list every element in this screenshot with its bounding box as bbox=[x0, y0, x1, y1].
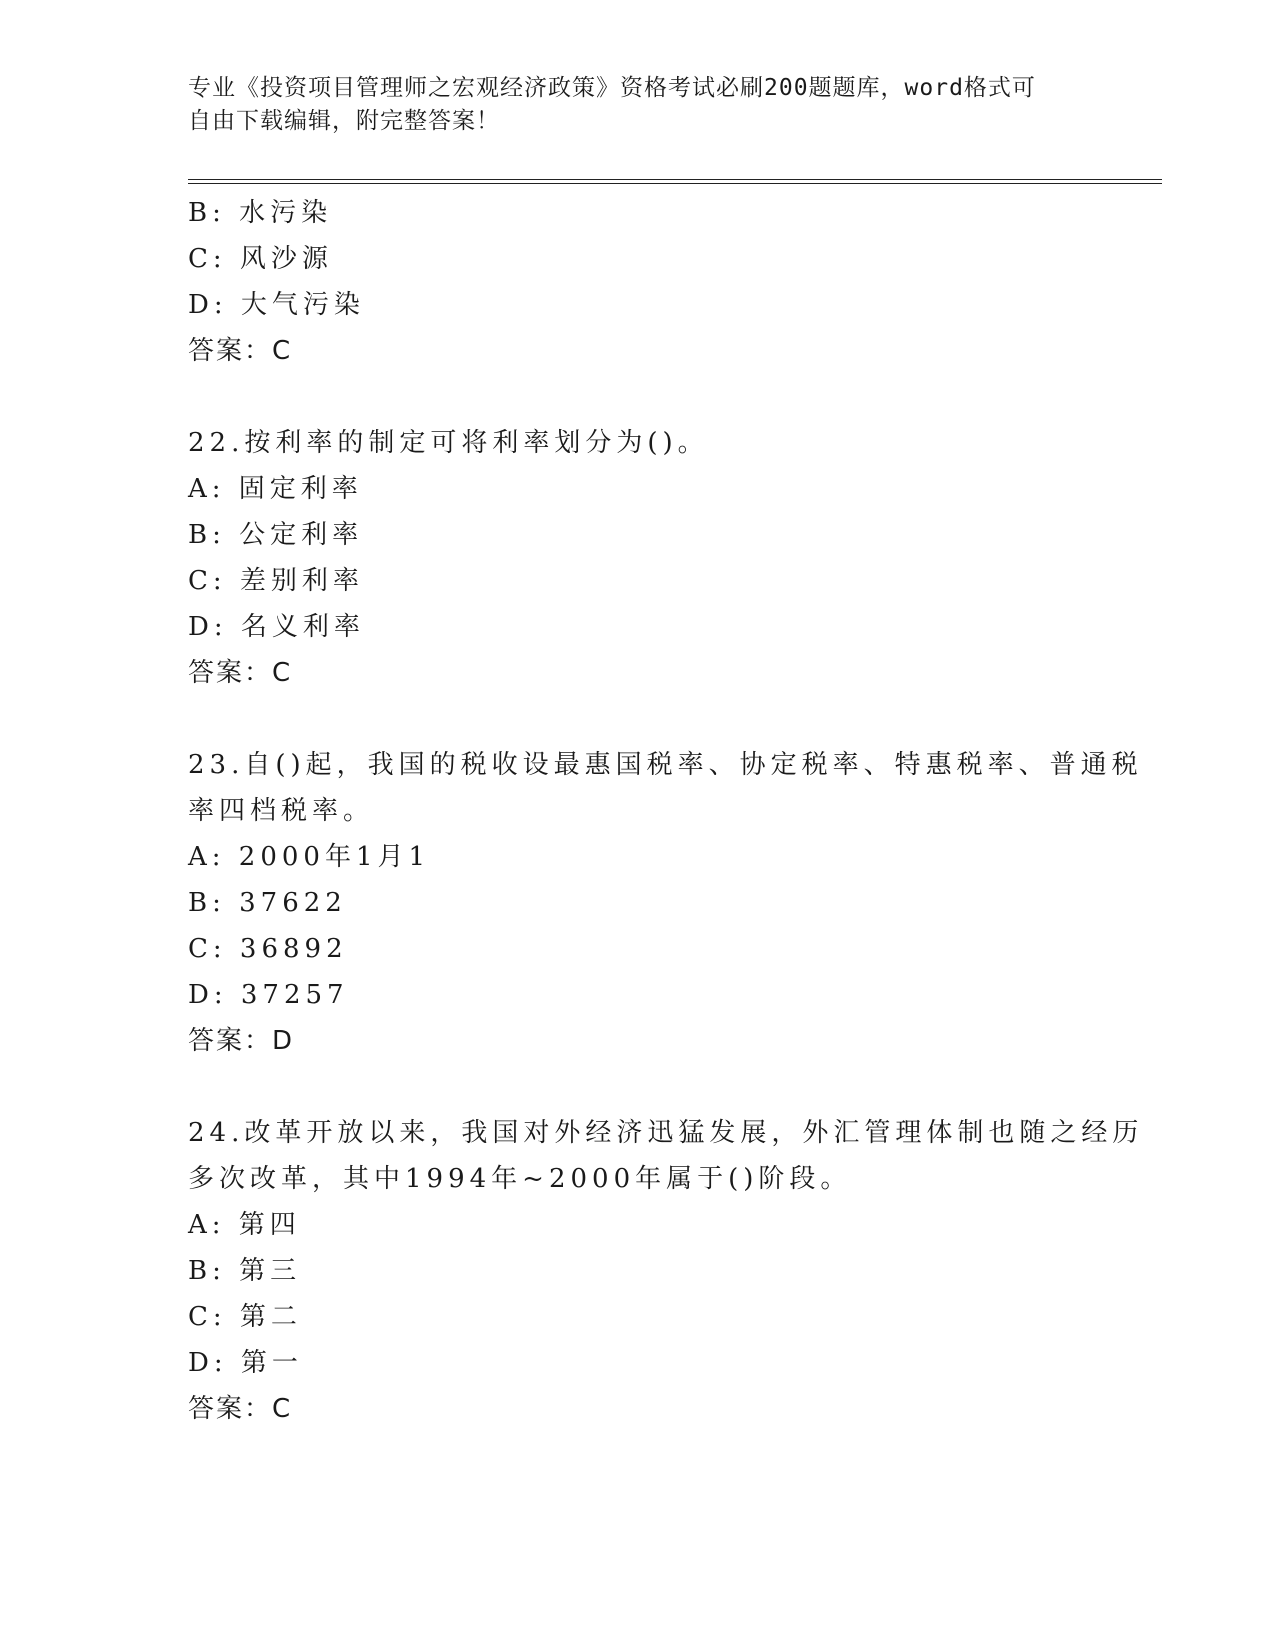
question-22 bbox=[188, 420, 1088, 696]
question-text: 22.按利率的制定可将利率划分为()。 bbox=[188, 428, 709, 458]
answer: 答案：D bbox=[188, 1026, 295, 1056]
question-text: 24.改革开放以来，我国对外经济迅猛发展，外汇管理体制也随之经历 bbox=[188, 1118, 1144, 1148]
header-divider-bottom bbox=[188, 183, 1162, 184]
option-d: D: 37257 bbox=[188, 980, 349, 1010]
option-b: B: 公定利率 bbox=[188, 520, 364, 550]
option-a: A: 第四 bbox=[188, 1210, 301, 1240]
option-c: C: 风沙源 bbox=[188, 244, 333, 274]
option-c: C: 第二 bbox=[188, 1302, 302, 1332]
header-line-2: 自由下载编辑，附完整答案！ bbox=[188, 108, 500, 134]
answer: 答案：C bbox=[188, 1394, 293, 1424]
option-b: B: 水污染 bbox=[188, 198, 333, 228]
document-header bbox=[188, 72, 1088, 138]
option-b: B: 37622 bbox=[188, 888, 347, 918]
answer: 答案：C bbox=[188, 336, 293, 366]
option-d: D: 名义利率 bbox=[188, 612, 365, 642]
option-c: C: 36892 bbox=[188, 934, 348, 964]
header-line-1: 专业《投资项目管理师之宏观经济政策》资格考试必刷200题题库，word格式可 bbox=[188, 75, 1036, 101]
question-21-continued bbox=[188, 190, 1088, 374]
question-23 bbox=[188, 742, 1143, 1064]
option-a: A: 固定利率 bbox=[188, 474, 363, 504]
option-d: D: 大气污染 bbox=[188, 290, 365, 320]
question-text: 23.自()起，我国的税收设最惠国税率、协定税率、特惠税率、普通税 bbox=[188, 750, 1143, 780]
question-24 bbox=[188, 1110, 1144, 1432]
option-d: D: 第一 bbox=[188, 1348, 303, 1378]
option-c: C: 差别利率 bbox=[188, 566, 364, 596]
header-divider-top bbox=[188, 179, 1162, 180]
question-text-cont: 率四档税率。 bbox=[188, 796, 375, 826]
question-text-cont: 多次改革，其中1994年~2000年属于()阶段。 bbox=[188, 1164, 852, 1194]
question-list bbox=[188, 190, 1144, 1432]
option-a: A: 2000年1月1 bbox=[188, 842, 431, 872]
option-b: B: 第三 bbox=[188, 1256, 302, 1286]
answer: 答案：C bbox=[188, 658, 293, 688]
